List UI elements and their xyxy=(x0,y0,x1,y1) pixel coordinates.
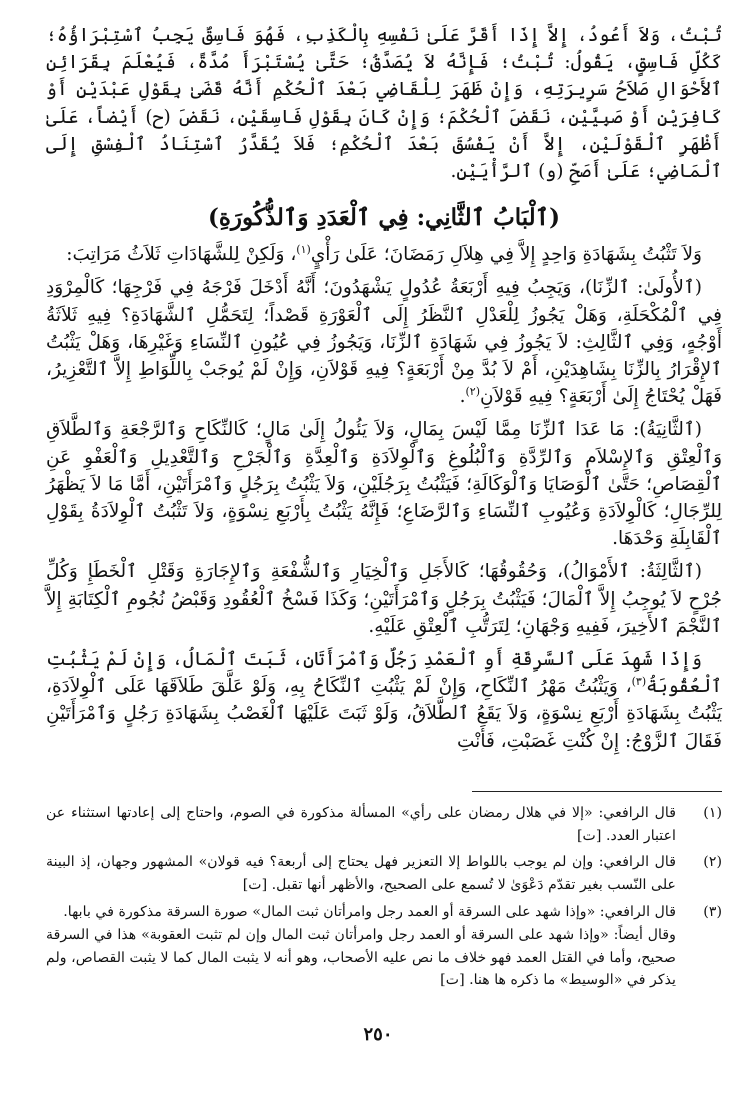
paragraph-first-rank xyxy=(46,274,722,410)
paragraph-intro xyxy=(46,241,722,268)
chapter-title: (ٱلْبَابُ ٱلثَّانِي: فِي ٱلْعَدَدِ وَٱلذُّكُورَةِ) xyxy=(207,204,561,232)
footnote-body xyxy=(46,851,676,897)
paragraph-theft-witness-text: وَإِذَا شَهِدَ عَلَى ٱلسَّرِقَةِ أَوِ ٱلْعَمْدِ رَجُلٌ وَٱمْرَأَتَانِ، ثَبَتَ ٱلْمَالُ، وَإِنْ لَمْ يَثْبُتِ ٱلْعُقُوبَةُ xyxy=(46,649,722,698)
footnotes xyxy=(46,802,722,992)
footnote-text-continued: وقال أيضاً: «وإذا شهد على السرقة أو العمد رجل وامرأتان ثبت المال وإن لم تثبت العقوبة» هذا في السرقة صحيح، وأما في القتل العمد فهو خلاف ما نص عليه الأصحاب، وهو أنه لا يثبت المال كما لا يثبت القصاص، ولم يذكر في «الوسيط» ما ذكره ها هنا. [ت] xyxy=(46,926,676,989)
footnote-number: (٣) xyxy=(703,904,722,921)
paragraph-third-rank: (ٱلثَّالِثَةُ: ٱلأَمْوَالُ)، وَحُقُوقُهَا؛ كَالأَجَلِ وَٱلْخِيَارِ وَٱلشُّفْعَةِ وَٱلإِجَارَةِ وَقَتْلِ ٱلْخَطَإِ وَكُلِّ جُرْحٍ لاَ يُوجِبُ إِلاَّ ٱلْمَالَ؛ فَيَثْبُتُ بِرَجُلٍ وَٱمْرَأَتَيْنِ؛ وَكَذَا فَسْخُ ٱلْعُقُودِ وَقَبْضُ نُجُومِ ٱلْكِتَابَةِ إِلاَّ ٱلنَّجْمَ ٱلأَخِيرَ، فَفِيهِ وَجْهَانِ؛ لِتَرَتُّبِ ٱلْعِتْقِ عَلَيْهِ. xyxy=(46,561,722,637)
paragraph-theft-witness xyxy=(46,646,722,755)
footnote-2 xyxy=(46,851,722,897)
footnote-text: قال الرافعي: «إلا في هلال رمضان على رأي» المسألة مذكورة في الصوم، واحتاج إلى إعادتها استثناء عن اعتبار العدد. [ت] xyxy=(46,804,676,844)
main-text xyxy=(46,22,722,755)
page-number: ٢٥٠ xyxy=(363,1024,393,1045)
footnote-ref-2[interactable]: (٢) xyxy=(465,385,480,399)
footnote-1 xyxy=(46,802,722,848)
paragraph-intro-text-end: ، وَلَكِنْ لِلشَّهَادَاتِ ثَلاَثُ مَرَاتِبَ: xyxy=(66,244,297,266)
footnote-ref-3[interactable]: (٣) xyxy=(631,675,647,689)
footnote-body xyxy=(46,901,676,992)
footnote-divider xyxy=(472,791,722,792)
footnote-ref-1[interactable]: (١) xyxy=(296,243,311,257)
footnote-number: (٢) xyxy=(703,854,722,871)
footnote-body xyxy=(46,802,676,848)
paragraph-opening: تُبْتُ، وَلاَ أَعُودُ، إِلاَّ إِذَا أَقَرَّ عَلَىٰ نَفْسِهِ بِالْكَذِبِ، فَهُوَ فَاسِقٌ يَجِبُ ٱسْتِبْرَاؤُهُ؛ كَكُلِّ فَاسِقٍ، يَقُولُ: تُبْتُ؛ فَإِنَّهُ لاَ يُصَدَّقُ؛ حَتَّىٰ يُسْتَبْرَأَ مُدَّةً، فَيُعْلَمَ بِقَرَائِنِ ٱلأَحْوَالِ صَلاَحُ سَرِيرَتِهِ، وَإِنْ ظَهَرَ لِلْقَاضِي بَعْدَ ٱلْحُكْمِ أَنَّهُ قَضَىٰ بِقَوْلِ عَبْدَيْنِ أَوْ كَافِرَيْنِ أَوْ صَبِيَّيْنِ، نَقَضَ ٱلْحُكْمَ؛ وَإِنْ كَانَ بِقَوْلِ فَاسِقَيْنِ، نَقَضَ (ح) أَيْضاً، عَلَىٰ أَظْهَرِ ٱلْقَوْلَيْنِ، إِلاَّ أَنْ يَفْسُقَ بَعْدَ ٱلْحُكْمِ؛ فَلاَ يُقَدَّرُ ٱسْتِنَادُ ٱلْفِسْقِ إِلَى ٱلْمَاضِي؛ عَلَىٰ أَصَحِّ (و) ٱلرَّأْيَيْنِ. xyxy=(46,25,722,183)
footnote-3 xyxy=(46,901,722,992)
paragraph-first-rank-text-end: . xyxy=(459,386,466,408)
paragraph-theft-witness-text-end: ، وَيَثْبُتُ مَهْرُ ٱلنِّكَاحِ، وَإِنْ لَمْ يَثْبُتِ ٱلنِّكَاحُ بِهِ، وَلَوْ عَلَّقَ طَلاَقَهَا عَلَى ٱلْوِلاَدَةِ، يَثْبُتُ بِشَهَادَةِ أَرْبَعِ نِسْوَةٍ، وَلاَ يَقَعُ ٱلطَّلاَقُ، وَلَوْ ثَبَتَ عَلَيْهَا ٱلْغَصْبُ بِشَهَادَةِ رَجُلٍ وَٱمْرَأَتَيْنِ فَقَالَ ٱلزَّوْجُ: إِنْ كُنْتِ غَصَبْتِ، فَأَنْتِ xyxy=(46,676,722,752)
footnote-text: قال الرافعي: وإن لم يوجب باللواط إلا التعزير فهل يحتاج إلى أربعة؟ فيه قولان» المشهور وجهان، إذ البينة على النّسب بغير تقدّم دَعْوَىٰ لا تُسمع على الصحيح، والأظهر أنها تقبل. [ت] xyxy=(46,854,676,894)
book-page xyxy=(46,22,722,1082)
paragraph-intro-text: وَلاَ تَثْبُتُ بِشَهَادَةِ وَاحِدٍ إِلاَّ فِي هِلاَلِ رَمَضَانَ؛ عَلَىٰ رَأْيٍ xyxy=(310,244,702,266)
paragraph-first-rank-text: (ٱلأُولَىٰ: ٱلزِّنَا)، وَيَجِبُ فِيهِ أَرْبَعَةُ عُدُولٍ يَشْهَدُونَ؛ أَنَّهُ أَدْخَلَ فَرْجَهُ فِي فَرْجِهَا؛ كَالْمِرْوَدِ فِي ٱلْمُكْحَلَةِ، وَهَلْ يَجُوزُ لِلْعَدْلِ ٱلنَّظَرُ إِلَى ٱلْعَوْرَةِ قَصْداً؛ لِتَحَمُّلِ ٱلشَّهَادَةِ؟ فِيهِ ثَلاَثَةُ أَوْجُهٍ، وَفِي ٱلثَّالِثِ: لاَ يَجُوزُ فِي شَهَادَةِ ٱلزِّنَا، وَيَجُوزُ فِي عُيُونِ ٱلنِّسَاءِ وَغَيْرِهَا، وَهَلْ يَثْبُتُ ٱلإِقْرَارُ بِالزِّنَا بِشَاهِدَيْنِ، أَمْ لاَ بُدَّ مِنْ أَرْبَعَةٍ؟ فِيهِ قَوْلاَنِ، وَإِنْ لَمْ يُوجَبْ بِاللِّوَاطِ إِلاَّ ٱلتَّعْزِيرُ، فَهَلْ يُحْتَاجُ إِلَىٰ أَرْبَعَةٍ؟ فِيهِ قَوْلاَنِ xyxy=(46,277,722,408)
footnote-text: قال الرافعي: «وإذا شهد على السرقة أو العمد رجل وامرأتان ثبت المال» صورة السرقة مذكورة في بابها. xyxy=(63,904,676,921)
footnote-number: (١) xyxy=(703,804,722,821)
paragraph-second-rank: (ٱلثَّانِيَةُ): مَا عَدَا ٱلزِّنَا مِمَّا لَيْسَ بِمَالٍ، وَلاَ يَئُولُ إِلَىٰ مَالٍ؛ كَالنِّكَاحِ وَٱلرَّجْعَةِ وَٱلطَّلاَقِ وَٱلْعِتْقِ وَٱلإِسْلاَمِ وَٱلرِّدَّةِ وَٱلْبُلُوغِ وَٱلْوِلاَدَةِ وَٱلْعِدَّةِ وَٱلْجَرْحِ وَٱلتَّعْدِيلِ وَٱلْعَفْوِ عَنِ ٱلْقِصَاصِ؛ حَتَّىٰ ٱلْوَصَايَا وَٱلْوَكَالَةِ؛ فَيَثْبُتُ بِرَجُلَيْنِ، وَلاَ يَثْبُتُ بِرَجُلٍ وَٱمْرَأَتَيْنِ، أَمَّا مَا لاَ يَظْهَرُ لِلرِّجَالِ؛ كَالْوِلاَدَةِ وَعُيُوبِ ٱلنِّسَاءِ وَٱلرَّضَاعِ؛ فَإِنَّهُ يَثْبُتُ بِأَرْبَعِ نِسْوَةٍ، وَلاَ تَثْبُتُ ٱلْوِلاَدَةُ بِقَوْلِ ٱلْقَابِلَةِ وَحْدَهَا. xyxy=(46,419,722,550)
